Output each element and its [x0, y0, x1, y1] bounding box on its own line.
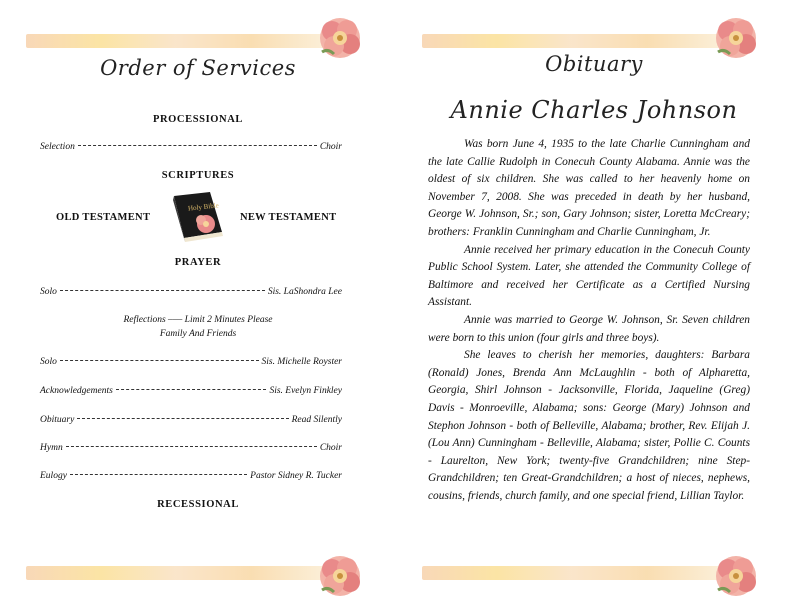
program-line-label: Eulogy — [40, 471, 67, 481]
dotted-leader — [77, 418, 288, 419]
reflections-family-line: Family And Friends — [159, 329, 237, 339]
dotted-leader — [60, 290, 265, 291]
program-line-label: Obituary — [40, 415, 75, 425]
dotted-leader — [60, 360, 259, 361]
old-testament-label: OLD TESTAMENT — [56, 212, 151, 223]
decorative-band-bottom — [26, 566, 326, 580]
program-line-eulogy — [40, 471, 342, 481]
deceased-name: Annie Charles Johnson — [450, 96, 738, 124]
scriptures-heading: SCRIPTURES — [161, 170, 235, 181]
program-line-acknowledgements — [40, 386, 342, 396]
obituary-paragraph: Was born June 4, 1935 to the late Charlie Cunningham and the late Callie Rudolph in Conecuh County Alabama. Annie was the oldest of six children. She was called to her heavenly home on November 7, 2008. She was preceded in death by her husband, George W. Johnson, Sr.; son, Gary Johnson; sister, Loretta McCreary; brothers: Franklin Cunningham and Charlie Cunningham, Jr. — [428, 138, 750, 238]
dotted-leader — [116, 389, 267, 390]
decorative-band-bottom — [422, 566, 722, 580]
flower-icon — [712, 552, 760, 600]
program-line-solo-2 — [40, 357, 342, 367]
program-line-value: Sis. Evelyn Finkley — [269, 386, 342, 396]
program-line-label: Acknowledgements — [40, 386, 113, 396]
new-testament-label: NEW TESTAMENT — [240, 212, 337, 223]
program-line-value: Sis. LaShondra Lee — [267, 287, 342, 297]
obituary-paragraph: Annie was married to George W. Johnson, Sr. Seven children were born to this union (four girls and three boys). — [428, 313, 750, 344]
dotted-leader — [78, 145, 317, 146]
page-title: Order of Services — [100, 56, 296, 80]
program-line-label: Solo — [40, 287, 57, 297]
prayer-heading: PRAYER — [174, 257, 222, 268]
decorative-band-top — [26, 34, 326, 48]
program-line-value: Choir — [319, 142, 342, 152]
program-line-label: Solo — [40, 357, 57, 367]
recessional-heading: RECESSIONAL — [157, 499, 239, 510]
program-line-selection — [40, 142, 342, 152]
obituary-body — [428, 136, 750, 505]
flower-icon — [316, 14, 364, 62]
obituary-title: Obituary — [545, 52, 643, 76]
obituary-paragraph: Annie received her primary education in the Conecuh County Public School System. Later, she attended the Community College of Baltimore and received her Certificate as a Certified Nursing Assistant. — [428, 243, 750, 309]
program-line-label: Hymn — [40, 443, 63, 453]
reflections-line: Reflections ––– Limit 2 Minutes Please — [123, 315, 273, 325]
program-line-value: Read Silently — [291, 415, 342, 425]
program-line-label: Selection — [40, 142, 75, 152]
dotted-leader — [66, 446, 317, 447]
program-line-obituary — [40, 415, 342, 425]
bible-cover-label: Holy Bible — [187, 201, 220, 213]
processional-heading: PROCESSIONAL — [152, 114, 244, 125]
program-line-solo-1 — [40, 287, 342, 297]
program-line-value: Pastor Sidney R. Tucker — [250, 471, 342, 481]
program-line-value: Choir — [319, 443, 342, 453]
decorative-band-top — [422, 34, 722, 48]
bible-icon — [166, 190, 228, 246]
obituary-paragraph: She leaves to cherish her memories, daughters: Barbara (Ronald) Jones, Brenda Ann McLaughlin - both of Alpharetta, Georgia, Shirl Johnson - Jacksonville, Florida, Jaqueline (Greg) Davis - Monroeville, Alabama; sons: George (Mary) Johnson and Stephon Johnson - both of Belleville, Alabama; brother, Rev. Elijah J. (Lou Ann) Cunningham - Belleville, Alabama; sister, Pollie C. Counts - Laurelton, New York; twenty-five Grandchildren; nine Step-Grandchildren; ten Great-Grandchildren; a host of nieces, nephews, cousins, friends, church family, and one special friend, Lillian Taylor. — [428, 349, 750, 502]
dotted-leader — [70, 474, 247, 475]
flower-icon — [316, 552, 364, 600]
program-line-value: Sis. Michelle Royster — [261, 357, 342, 367]
program-line-hymn — [40, 443, 342, 453]
